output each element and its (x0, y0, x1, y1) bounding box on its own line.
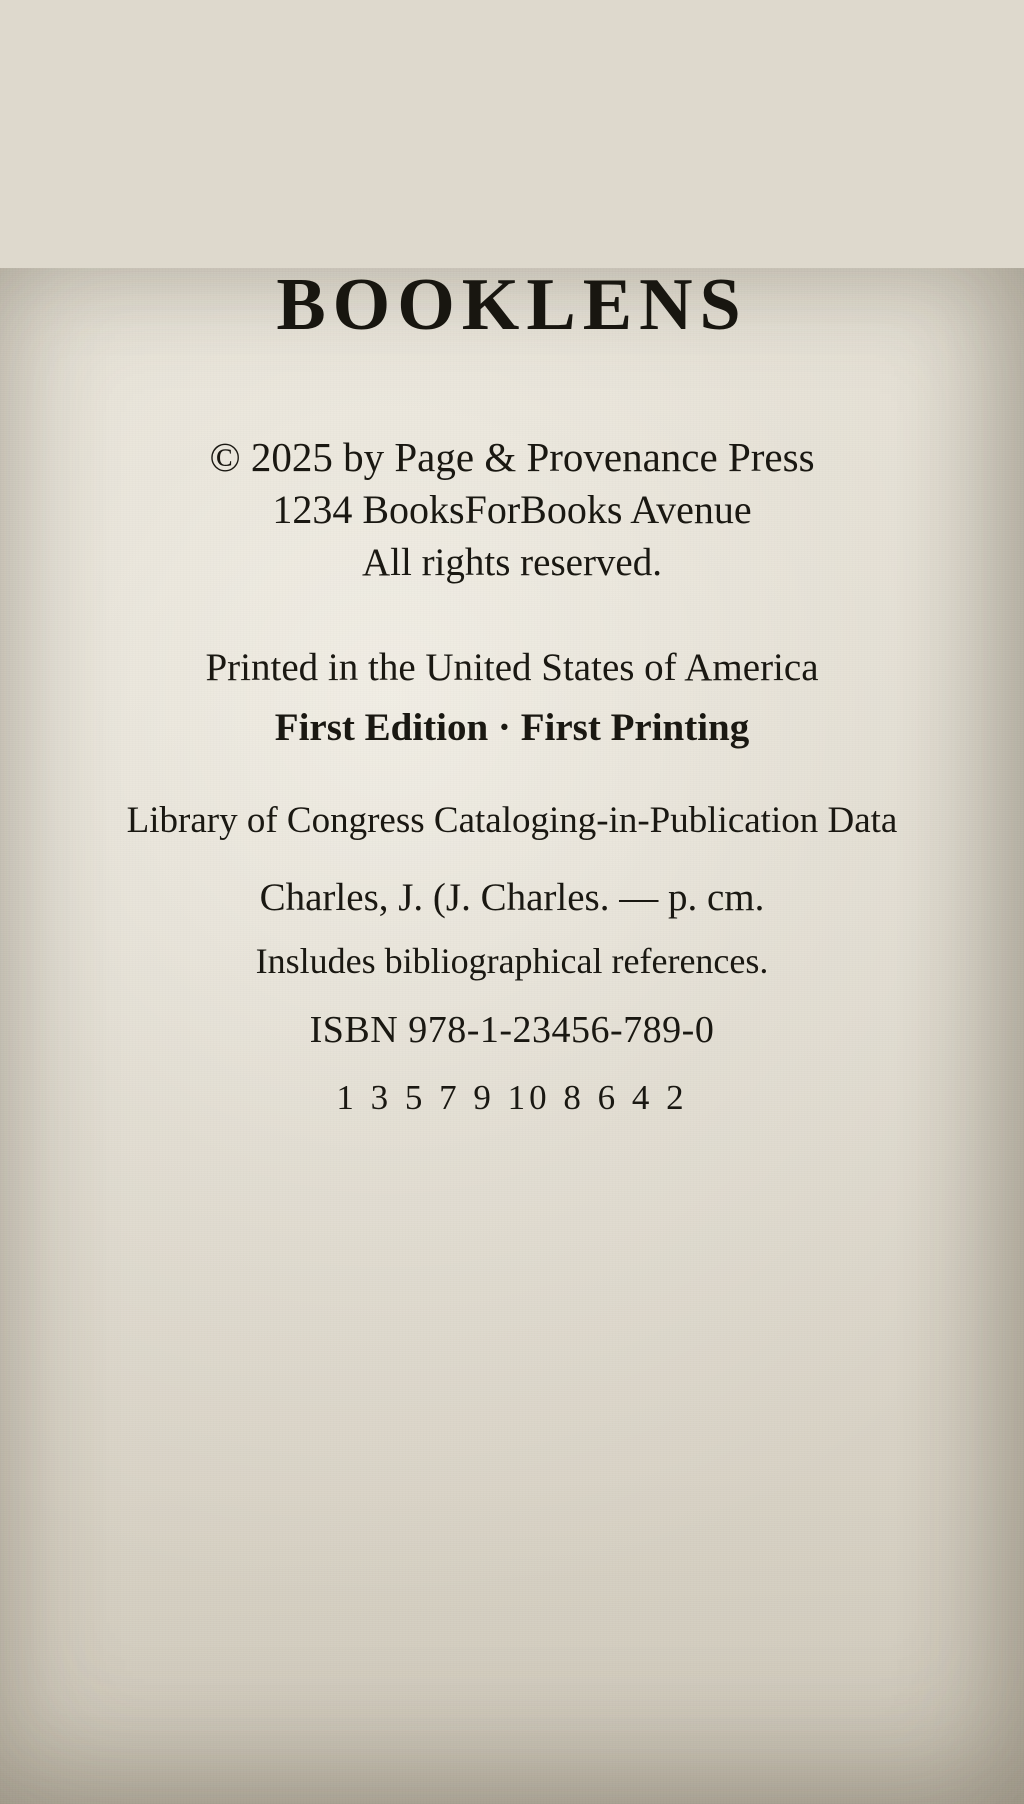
copyright-line: © 2025 by Page & Provenance Press (209, 434, 815, 480)
publisher-address-line: 1234 BooksForBooks Avenue (272, 487, 752, 533)
copyright-page (0, 264, 1024, 1804)
page-content (0, 264, 1024, 1121)
page-title: BOOKLENS (276, 264, 748, 346)
printing-block (0, 642, 1024, 753)
cataloging-heading: Library of Congress Cataloging-in-Publication Data (126, 800, 898, 842)
bibliographic-notes-line: Insludes bibliographical references. (255, 940, 769, 981)
edition-line: First Edition · First Printing (274, 705, 750, 749)
author-entry-line: Charles, J. (J. Charles. — p. cm. (259, 876, 765, 920)
copyright-block (0, 430, 1024, 588)
cataloging-block (0, 797, 1024, 1121)
rights-reserved-line: All rights reserved. (361, 540, 662, 584)
printing-sequence-line: 1 3 5 7 9 10 8 6 4 2 (336, 1078, 688, 1118)
printed-in-line: Printed in the United States of America (205, 646, 819, 690)
isbn-line: ISBN 978-1-23456-789-0 (309, 1009, 715, 1052)
